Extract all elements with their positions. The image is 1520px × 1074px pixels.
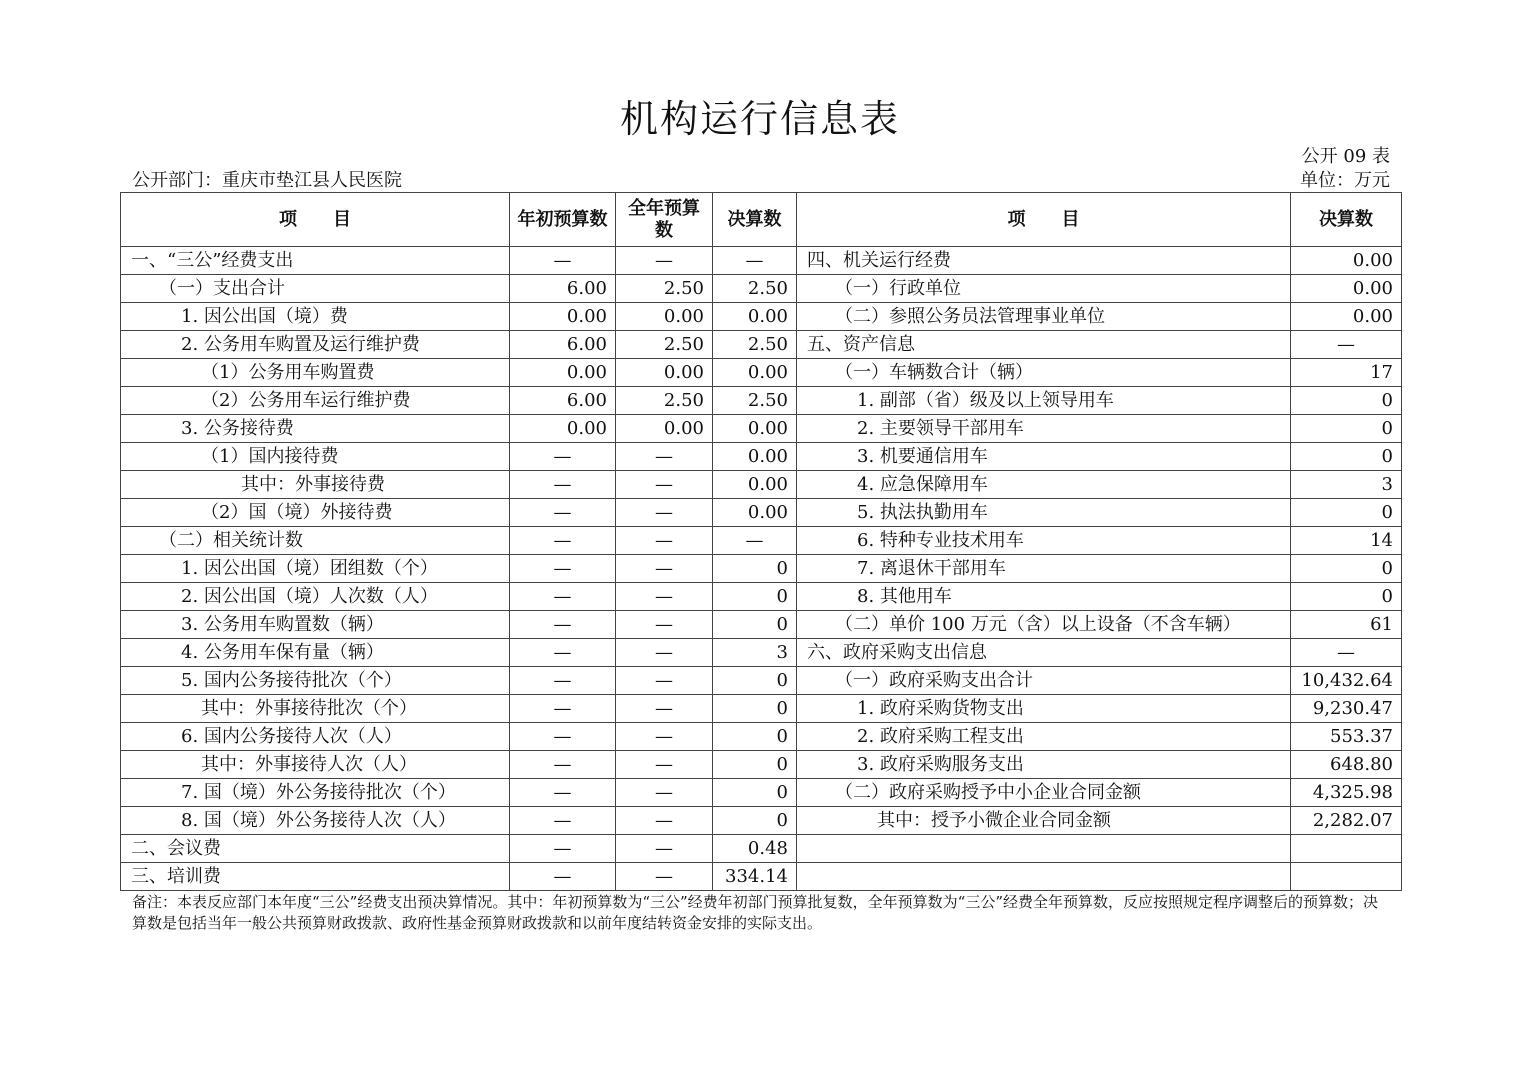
row-final-amount-right [1291,835,1402,863]
row-final-amount-right: 14 [1291,527,1402,555]
table-row [121,303,1402,331]
row-initial-budget: 6.00 [510,331,616,359]
row-full-year-budget: — [616,779,713,807]
table-row [121,667,1402,695]
row-initial-budget: 0.00 [510,415,616,443]
page-title: 机构运行信息表 [619,97,900,141]
row-final-amount-right: 0 [1291,415,1402,443]
row-item-label-right: 四、机关运行经费 [797,247,1291,275]
row-item-label: 一、“三公”经费支出 [121,247,510,275]
row-item-label-right: 5. 执法执勤用车 [797,499,1291,527]
row-initial-budget: 0.00 [510,359,616,387]
row-final-amount: 0.00 [713,415,797,443]
table-row [121,443,1402,471]
row-full-year-budget: 0.00 [616,415,713,443]
row-final-amount: 2.50 [713,387,797,415]
row-full-year-budget: 2.50 [616,275,713,303]
table-header-row [121,193,1402,247]
row-item-label-right: 2. 主要领导干部用车 [797,415,1291,443]
row-initial-budget: — [510,611,616,639]
row-final-amount: 334.14 [713,863,797,891]
row-item-label: （一）支出合计 [121,275,510,303]
row-final-amount: 0 [713,667,797,695]
row-item-label-right: 4. 应急保障用车 [797,471,1291,499]
row-final-amount-right: 0 [1291,443,1402,471]
table-row [121,583,1402,611]
row-item-label-right: （一）政府采购支出合计 [797,667,1291,695]
row-final-amount-right: 3 [1291,471,1402,499]
row-item-label: （1）公务用车购置费 [121,359,510,387]
row-initial-budget: 6.00 [510,275,616,303]
row-full-year-budget: — [616,751,713,779]
header-item-right: 项 目 [797,193,1291,247]
table-row [121,331,1402,359]
row-full-year-budget: — [616,583,713,611]
row-full-year-budget: — [616,667,713,695]
table-row [121,611,1402,639]
row-initial-budget: — [510,723,616,751]
row-final-amount: 0 [713,751,797,779]
row-final-amount-right: — [1291,639,1402,667]
row-initial-budget: — [510,471,616,499]
row-final-amount-right: 4,325.98 [1291,779,1402,807]
row-initial-budget: — [510,639,616,667]
row-initial-budget: — [510,751,616,779]
row-initial-budget: — [510,835,616,863]
row-full-year-budget: — [616,499,713,527]
row-item-label-right: 其中：授予小微企业合同金额 [797,807,1291,835]
row-full-year-budget: — [616,527,713,555]
row-initial-budget: — [510,695,616,723]
row-final-amount-right: 0.00 [1291,275,1402,303]
table-row [121,359,1402,387]
row-item-label-right: 2. 政府采购工程支出 [797,723,1291,751]
row-item-label-right: 3. 政府采购服务支出 [797,751,1291,779]
row-full-year-budget: — [616,247,713,275]
row-final-amount-right: 0 [1291,555,1402,583]
table-row [121,863,1402,891]
row-full-year-budget: — [616,835,713,863]
row-item-label: 二、会议费 [121,835,510,863]
row-full-year-budget: — [616,443,713,471]
row-initial-budget: — [510,555,616,583]
row-item-label-right: （一）车辆数合计（辆） [797,359,1291,387]
row-final-amount: 0.00 [713,471,797,499]
row-item-label-right: （二）单价 100 万元（含）以上设备（不含车辆） [797,611,1291,639]
row-full-year-budget: 2.50 [616,387,713,415]
department-label: 公开部门：重庆市垫江县人民医院 [132,170,402,191]
row-full-year-budget: — [616,471,713,499]
table-row [121,527,1402,555]
table-row [121,247,1402,275]
row-item-label-right [797,835,1291,863]
row-final-amount-right: 0 [1291,583,1402,611]
row-item-label: （2）国（境）外接待费 [121,499,510,527]
info-table [120,192,1401,891]
row-full-year-budget: — [616,611,713,639]
row-item-label: 2. 因公出国（境）人次数（人） [121,583,510,611]
row-item-label: 其中：外事接待费 [121,471,510,499]
row-final-amount-right [1291,863,1402,891]
table-row [121,751,1402,779]
table-row [121,555,1402,583]
row-item-label-right: 六、政府采购支出信息 [797,639,1291,667]
row-final-amount: 3 [713,639,797,667]
row-initial-budget: — [510,779,616,807]
row-final-amount-right: 0.00 [1291,303,1402,331]
row-final-amount-right: 17 [1291,359,1402,387]
row-final-amount-right: — [1291,331,1402,359]
row-full-year-budget: — [616,555,713,583]
row-final-amount: 2.50 [713,275,797,303]
header-item: 项 目 [121,193,510,247]
row-initial-budget: — [510,499,616,527]
row-item-label: 三、培训费 [121,863,510,891]
row-full-year-budget: — [616,639,713,667]
table-row [121,275,1402,303]
row-item-label: 7. 国（境）外公务接待批次（个） [121,779,510,807]
table-row [121,807,1402,835]
row-final-amount: 0 [713,723,797,751]
row-final-amount: 0 [713,695,797,723]
row-final-amount: 0 [713,555,797,583]
row-initial-budget: 6.00 [510,387,616,415]
row-initial-budget: — [510,863,616,891]
row-initial-budget: 0.00 [510,303,616,331]
row-final-amount-right: 553.37 [1291,723,1402,751]
row-final-amount-right: 0 [1291,499,1402,527]
row-item-label: 8. 国（境）外公务接待人次（人） [121,807,510,835]
header-initial-budget: 年初预算数 [510,193,616,247]
row-full-year-budget: — [616,807,713,835]
row-final-amount: 0 [713,583,797,611]
row-item-label: 3. 公务接待费 [121,415,510,443]
row-item-label-right [797,863,1291,891]
table-row [121,835,1402,863]
row-final-amount: — [713,247,797,275]
row-initial-budget: — [510,583,616,611]
row-final-amount: 2.50 [713,331,797,359]
row-final-amount: 0 [713,611,797,639]
row-full-year-budget: — [616,723,713,751]
row-item-label-right: 3. 机要通信用车 [797,443,1291,471]
row-final-amount-right: 2,282.07 [1291,807,1402,835]
table-row [121,415,1402,443]
row-final-amount-right: 61 [1291,611,1402,639]
row-final-amount: 0.00 [713,303,797,331]
row-item-label-right: 8. 其他用车 [797,583,1291,611]
row-item-label: 其中：外事接待批次（个） [121,695,510,723]
table-number: 公开 09 表 [1301,146,1390,167]
row-item-label: 1. 因公出国（境）团组数（个） [121,555,510,583]
row-final-amount-right: 10,432.64 [1291,667,1402,695]
row-final-amount: 0 [713,779,797,807]
row-full-year-budget: 0.00 [616,303,713,331]
row-initial-budget: — [510,527,616,555]
row-final-amount: 0.00 [713,443,797,471]
header-final: 决算数 [713,193,797,247]
row-final-amount: 0.00 [713,499,797,527]
row-item-label-right: 五、资产信息 [797,331,1291,359]
table-row [121,387,1402,415]
row-item-label-right: （二）政府采购授予中小企业合同金额 [797,779,1291,807]
row-item-label: （1）国内接待费 [121,443,510,471]
row-initial-budget: — [510,807,616,835]
table-row [121,499,1402,527]
row-final-amount: — [713,527,797,555]
row-item-label-right: 6. 特种专业技术用车 [797,527,1291,555]
row-item-label: 4. 公务用车保有量（辆） [121,639,510,667]
row-final-amount-right: 0 [1291,387,1402,415]
unit-label: 单位：万元 [1300,170,1390,191]
row-full-year-budget: — [616,695,713,723]
row-full-year-budget: — [616,863,713,891]
row-item-label-right: （一）行政单位 [797,275,1291,303]
row-final-amount-right: 9,230.47 [1291,695,1402,723]
row-item-label-right: （二）参照公务员法管理事业单位 [797,303,1291,331]
row-item-label-right: 7. 离退休干部用车 [797,555,1291,583]
row-initial-budget: — [510,443,616,471]
row-final-amount: 0.00 [713,359,797,387]
row-item-label: （二）相关统计数 [121,527,510,555]
header-final-right: 决算数 [1291,193,1402,247]
row-item-label-right: 1. 副部（省）级及以上领导用车 [797,387,1291,415]
row-full-year-budget: 0.00 [616,359,713,387]
footnote: 备注：本表反应部门本年度“三公”经费支出预决算情况。其中：年初预算数为“三公”经费年初部门预算批复数，全年预算数为“三公”经费全年预算数，反应按照规定程序调整后的预算数；决算数是包括当年一般公共预算财政拨款、政府性基金预算财政拨款和以前年度结转资金安排的实际支出。 [132,893,1379,932]
row-full-year-budget: 2.50 [616,331,713,359]
row-final-amount: 0.48 [713,835,797,863]
table-row [121,639,1402,667]
row-item-label: 其中：外事接待人次（人） [121,751,510,779]
header-full-year-budget: 全年预算数 [616,193,713,247]
row-item-label: 5. 国内公务接待批次（个） [121,667,510,695]
table-row [121,695,1402,723]
row-item-label-right: 1. 政府采购货物支出 [797,695,1291,723]
row-item-label: 2. 公务用车购置及运行维护费 [121,331,510,359]
row-item-label: 1. 因公出国（境）费 [121,303,510,331]
table-row [121,471,1402,499]
row-item-label: 6. 国内公务接待人次（人） [121,723,510,751]
table-row [121,723,1402,751]
row-final-amount-right: 0.00 [1291,247,1402,275]
row-final-amount-right: 648.80 [1291,751,1402,779]
row-initial-budget: — [510,247,616,275]
row-final-amount: 0 [713,807,797,835]
row-item-label: （2）公务用车运行维护费 [121,387,510,415]
row-item-label: 3. 公务用车购置数（辆） [121,611,510,639]
row-initial-budget: — [510,667,616,695]
table-row [121,779,1402,807]
